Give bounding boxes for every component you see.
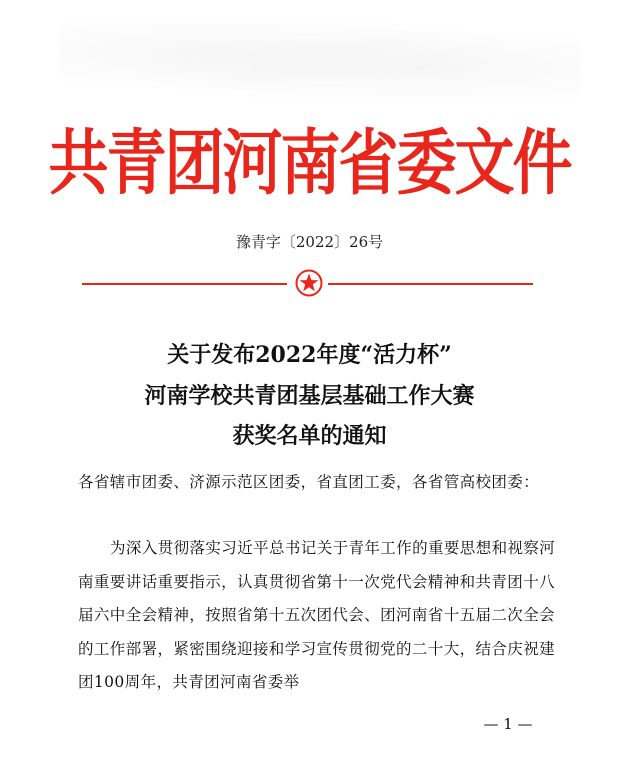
scan-artifact	[60, 20, 580, 100]
notice-title-line-1: 关于发布2022年度“活力杯”	[167, 342, 452, 368]
body-paragraph	[78, 532, 558, 700]
notice-title-line-3: 获奖名单的通知	[232, 423, 387, 449]
masthead-title: 共青团河南省委文件	[48, 122, 571, 206]
document-number: 豫青字〔2022〕26号	[235, 233, 384, 251]
red-rule-left	[82, 283, 287, 285]
red-rule-right	[328, 283, 533, 285]
page-number: — 1 —	[483, 715, 533, 733]
body-paragraph-text: 为深入贯彻落实习近平总书记关于青年工作的重要思想和视察河南重要讲话重要指示，认真贯彻省第十一次党代会精神和共青团十八届六中全会精神，按照省第十五次团代会、团河南省十五届二次全会的工作部署，紧密围绕迎接和学习宣传贯彻党的二十大，结合庆祝建团100周年，共青团河南省委举	[78, 539, 556, 691]
notice-title-line-2: 河南学校共青团基层基础工作大赛	[144, 383, 475, 409]
red-star-icon	[294, 268, 324, 298]
salutation: 各省辖市团委、济源示范区团委，省直团工委，各省管高校团委：	[78, 473, 540, 491]
